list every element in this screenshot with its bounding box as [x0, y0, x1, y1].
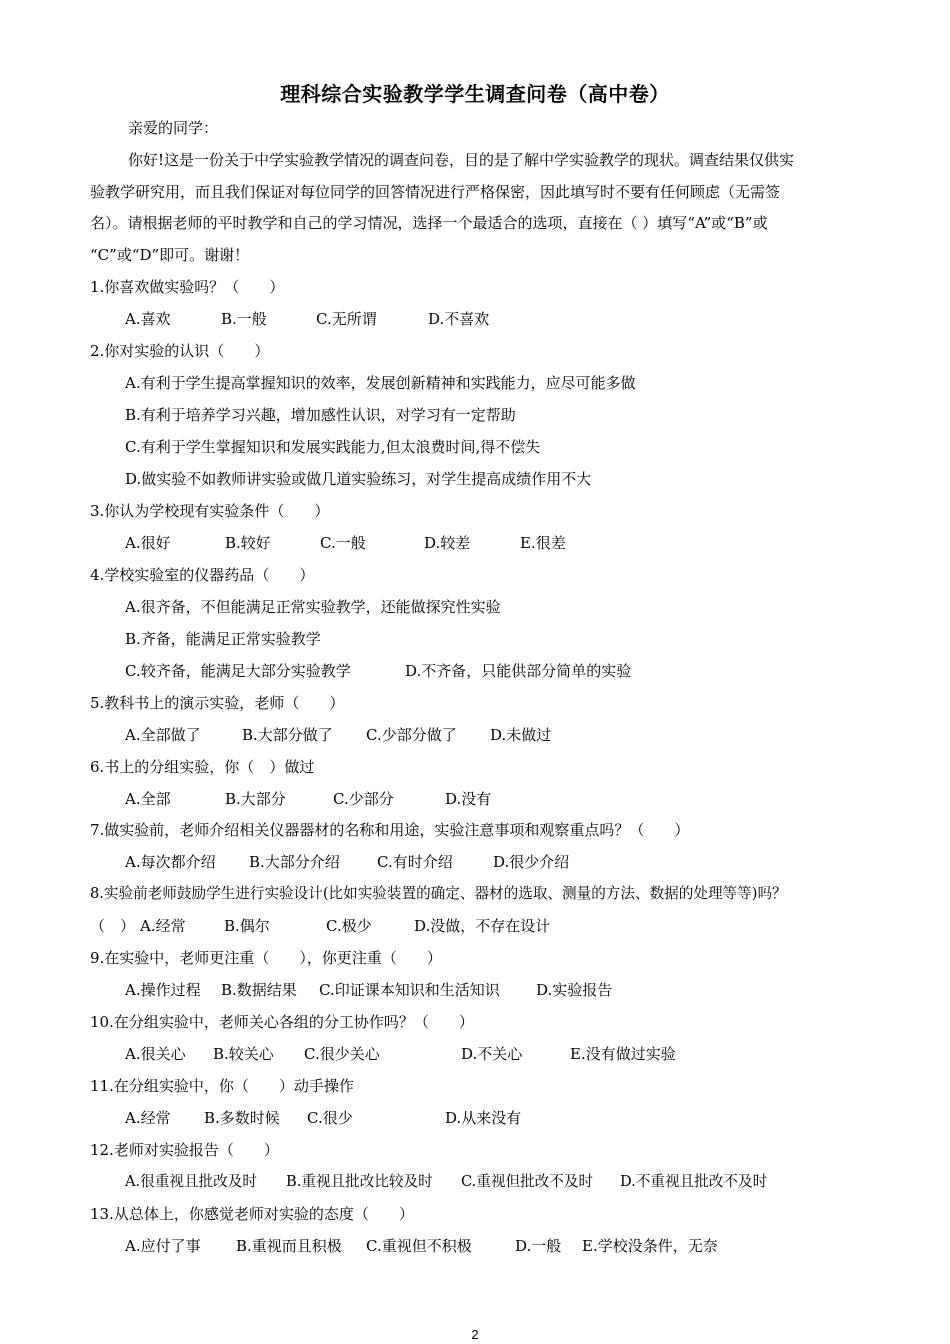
option-12a[interactable]: A.很重视且批改及时	[125, 1173, 257, 1190]
option-3c[interactable]: C.一般	[320, 534, 366, 552]
option-11c[interactable]: C.很少	[307, 1109, 353, 1127]
question-9-options	[125, 980, 612, 1000]
option-5a[interactable]: A.全部做了	[125, 726, 201, 744]
question-11-options	[125, 1108, 521, 1128]
option-2a[interactable]: A.有利于学生提高掌握知识的效率，发展创新精神和实践能力，应尽可能多做	[125, 374, 636, 392]
option-4b[interactable]: B.齐备，能满足正常实验教学	[125, 630, 321, 648]
question-7: 7.做实验前，老师介绍相关仪器器材的名称和用途，实验注意事项和观察重点吗？（ ）	[90, 821, 690, 839]
question-13: 13.从总体上，你感觉老师对实验的态度（ ）	[90, 1205, 414, 1223]
question-10-options	[125, 1044, 676, 1064]
option-7c[interactable]: C.有时介绍	[377, 853, 453, 871]
intro-line-1: 你好!这是一份关于中学实验教学情况的调查问卷，目的是了解中学实验教学的现状。调查结果仅供实	[128, 151, 795, 169]
option-5d[interactable]: D.未做过	[490, 726, 552, 744]
option-1d[interactable]: D.不喜欢	[428, 310, 490, 328]
question-13-options	[125, 1236, 718, 1256]
option-12d[interactable]: D.不重视且批改不及时	[620, 1173, 768, 1190]
option-10c[interactable]: C.很少关心	[304, 1045, 380, 1063]
option-7a[interactable]: A.每次都介绍	[125, 853, 216, 871]
option-10a[interactable]: A.很关心	[125, 1045, 186, 1063]
option-6c[interactable]: C.少部分	[333, 790, 394, 808]
option-4d[interactable]: D.不齐备，只能供部分简单的实验	[405, 662, 632, 680]
question-7-options	[125, 852, 569, 872]
option-13b[interactable]: B.重视而且积极	[236, 1237, 342, 1255]
question-5: 5.教科书上的演示实验，老师（ ）	[90, 694, 345, 712]
option-2c[interactable]: C.有利于学生掌握知识和发展实践能力,但太浪费时间,得不偿失	[125, 438, 541, 456]
option-3b[interactable]: B.较好	[225, 534, 271, 552]
question-4: 4.学校实验室的仪器药品（ ）	[90, 566, 315, 584]
question-12: 12.老师对实验报告（ ）	[90, 1141, 279, 1159]
option-13e[interactable]: E.学校没条件，无奈	[582, 1237, 718, 1255]
option-3e[interactable]: E.很差	[520, 534, 566, 552]
option-3a[interactable]: A.很好	[125, 534, 171, 552]
question-9: 9.在实验中，老师更注重（ ），你更注重（ ）	[90, 949, 442, 967]
option-10e[interactable]: E.没有做过实验	[570, 1045, 676, 1063]
question-6: 6.书上的分组实验，你（ ）做过	[90, 758, 315, 776]
option-9d[interactable]: D.实验报告	[536, 981, 613, 999]
option-4c[interactable]: C.较齐备，能满足大部分实验教学	[125, 662, 351, 680]
option-12b[interactable]: B.重视且批改比较及时	[286, 1173, 433, 1190]
question-5-options	[125, 725, 551, 745]
page-number: 2	[471, 1327, 479, 1342]
option-6a[interactable]: A.全部	[125, 790, 171, 808]
option-6d[interactable]: D.没有	[445, 790, 492, 808]
option-9c[interactable]: C.印证课本知识和生活知识	[319, 981, 500, 999]
option-2b[interactable]: B.有利于培养学习兴趣，增加感性认识，对学习有一定帮助	[125, 406, 516, 424]
option-8d[interactable]: D.没做，不存在设计	[414, 917, 551, 935]
option-1a[interactable]: A.喜欢	[125, 310, 171, 328]
question-8-blank[interactable]: （ ）	[90, 917, 136, 935]
question-1-options	[125, 309, 489, 329]
question-11: 11.在分组实验中，你（ ）动手操作	[90, 1077, 354, 1095]
option-8b[interactable]: B.偶尔	[224, 917, 270, 935]
question-4-options-cd	[125, 661, 631, 681]
option-10b[interactable]: B.较关心	[213, 1045, 274, 1063]
option-4a[interactable]: A.很齐备，不但能满足正常实验教学，还能做探究性实验	[125, 598, 501, 616]
question-6-options	[125, 789, 491, 809]
option-7b[interactable]: B.大部分介绍	[249, 853, 340, 871]
page-title: 理科综合实验教学学生调查问卷（高中卷）	[280, 82, 670, 106]
question-2: 2.你对实验的认识（ ）	[90, 342, 270, 360]
option-13c[interactable]: C.重视但不积极	[366, 1237, 472, 1255]
question-1: 1.你喜欢做实验吗？（ ）	[90, 278, 285, 296]
question-10: 10.在分组实验中，老师关心各组的分工协作吗？（ ）	[90, 1013, 474, 1031]
option-11a[interactable]: A.经常	[125, 1109, 171, 1127]
intro-line-4: “C”或“D”即可。谢谢！	[90, 246, 250, 264]
option-12c[interactable]: C.重视但批改不及时	[461, 1173, 594, 1190]
question-3: 3.你认为学校现有实验条件（ ）	[90, 502, 330, 520]
intro-line-2: 验教学研究用，而且我们保证对每位同学的回答情况进行严格保密，因此填写时不要有任何顾虑（无需签	[90, 183, 781, 201]
option-7d[interactable]: D.很少介绍	[493, 853, 570, 871]
option-1c[interactable]: C.无所谓	[316, 310, 377, 328]
option-13a[interactable]: A.应付了事	[125, 1237, 201, 1255]
option-11d[interactable]: D.从来没有	[445, 1109, 522, 1127]
question-8-options	[90, 916, 550, 936]
option-10d[interactable]: D.不关心	[461, 1045, 523, 1063]
question-12-options	[125, 1172, 767, 1192]
option-9b[interactable]: B.数据结果	[221, 981, 297, 999]
option-9a[interactable]: A.操作过程	[125, 981, 201, 999]
option-11b[interactable]: B.多数时候	[204, 1109, 280, 1127]
option-3d[interactable]: D.较差	[424, 534, 471, 552]
option-5b[interactable]: B.大部分做了	[242, 726, 333, 744]
option-8a[interactable]: A.经常	[140, 917, 186, 935]
option-8c[interactable]: C.极少	[326, 917, 372, 935]
intro-line-3: 名）。请根据老师的平时教学和自己的学习情况，选择一个最适合的选项，直接在（ ）填写“A”或“B”或	[90, 214, 768, 232]
question-3-options	[125, 533, 566, 553]
option-13d[interactable]: D.一般	[515, 1237, 562, 1255]
greeting: 亲爱的同学：	[128, 119, 219, 137]
option-5c[interactable]: C.少部分做了	[366, 726, 457, 744]
option-1b[interactable]: B.一般	[221, 310, 267, 328]
option-2d[interactable]: D.做实验不如教师讲实验或做几道实验练习，对学生提高成绩作用不大	[125, 470, 592, 488]
option-6b[interactable]: B.大部分	[225, 790, 286, 808]
question-8: 8.实验前老师鼓励学生进行实验设计(比如实验装置的确定、器材的选取、测量的方法、数据的处理等等)吗？	[90, 885, 787, 902]
